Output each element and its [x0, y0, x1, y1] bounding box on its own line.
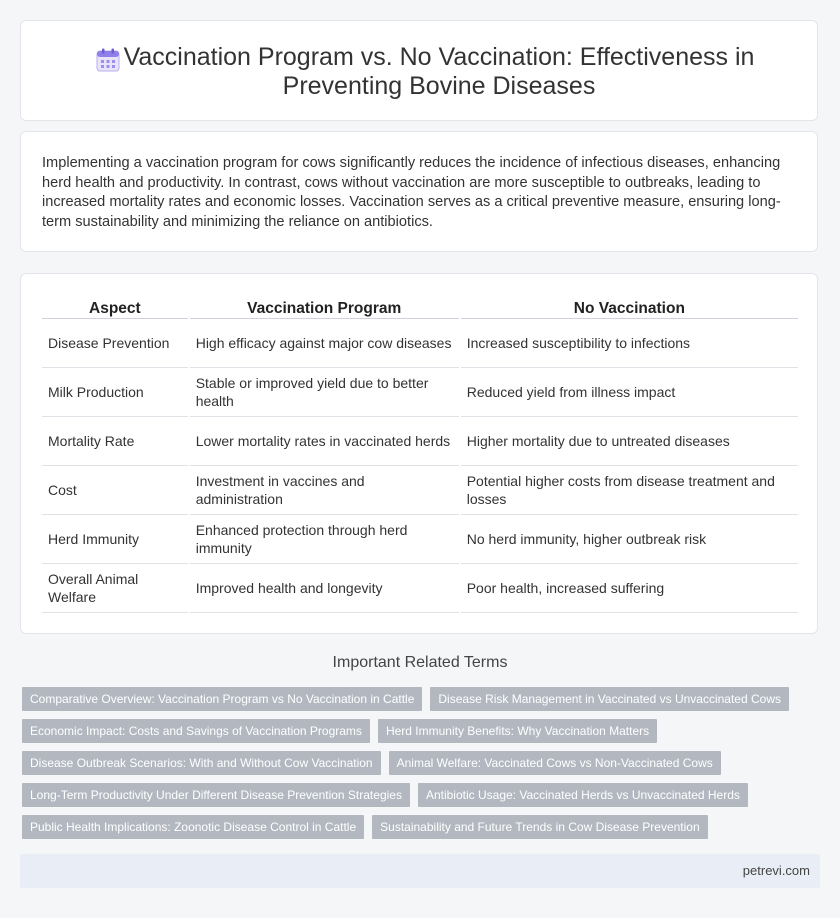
row-aspect: Overall Animal Welfare — [42, 564, 189, 613]
intro-card — [20, 131, 818, 252]
related-terms-heading: Important Related Terms — [332, 654, 508, 671]
table-row — [42, 319, 798, 368]
comparison-table — [42, 296, 798, 613]
comparison-table-card — [20, 273, 818, 634]
row-aspect: Mortality Rate — [42, 417, 189, 466]
header-vaccination-program: Vaccination Program — [189, 296, 460, 319]
table-row — [42, 417, 798, 466]
row-no-vaccination: No herd immunity, higher outbreak risk — [460, 515, 798, 564]
related-term-link[interactable]: Economic Impact: Costs and Savings of Vaccination Programs — [22, 719, 370, 743]
row-vaccination: Investment in vaccines and administration — [189, 466, 460, 515]
header-no-vaccination: No Vaccination — [460, 296, 798, 319]
related-term-link[interactable]: Antibiotic Usage: Vaccinated Herds vs Unvaccinated Herds — [418, 783, 748, 807]
related-term-link[interactable]: Public Health Implications: Zoonotic Disease Control in Cattle — [22, 815, 364, 839]
table-row — [42, 466, 798, 515]
row-aspect: Cost — [42, 466, 189, 515]
header-aspect: Aspect — [42, 296, 189, 319]
table-header-row — [42, 296, 798, 319]
intro-paragraph: Implementing a vaccination program for cows significantly reduces the incidence of infectious diseases, enhancing herd health and productivity. In contrast, cows without vaccination are more susceptible to outbreaks, leading to increased mortality rates and economic losses. Vaccination serves as a critical preventive measure, ensuring long-term sustainability and minimizing the reliance on antibiotics. — [42, 155, 781, 230]
table-row — [42, 368, 798, 417]
related-term-link[interactable]: Comparative Overview: Vaccination Program vs No Vaccination in Cattle — [22, 687, 422, 711]
footer-site-link[interactable]: petrevi.com — [742, 863, 810, 878]
related-terms-list — [22, 687, 802, 847]
row-no-vaccination: Poor health, increased suffering — [460, 564, 798, 613]
footer — [20, 854, 820, 888]
row-no-vaccination: Potential higher costs from disease treatment and losses — [460, 466, 798, 515]
row-vaccination: Improved health and longevity — [189, 564, 460, 613]
title-card — [20, 20, 818, 121]
row-no-vaccination: Reduced yield from illness impact — [460, 368, 798, 417]
row-vaccination: Enhanced protection through herd immunity — [189, 515, 460, 564]
related-term-link[interactable]: Herd Immunity Benefits: Why Vaccination Matters — [378, 719, 657, 743]
related-term-link[interactable]: Long-Term Productivity Under Different Disease Prevention Strategies — [22, 783, 410, 807]
row-aspect: Milk Production — [42, 368, 189, 417]
table-row — [42, 564, 798, 613]
related-term-link[interactable]: Sustainability and Future Trends in Cow Disease Prevention — [372, 815, 708, 839]
page-title: Vaccination Program vs. No Vaccination: Effectiveness in Preventing Bovine Diseases — [123, 43, 755, 100]
row-no-vaccination: Higher mortality due to untreated diseases — [460, 417, 798, 466]
row-vaccination: Stable or improved yield due to better health — [189, 368, 460, 417]
table-row — [42, 515, 798, 564]
related-term-link[interactable]: Disease Outbreak Scenarios: With and Without Cow Vaccination — [22, 751, 381, 775]
related-term-link[interactable]: Animal Welfare: Vaccinated Cows vs Non-Vaccinated Cows — [389, 751, 721, 775]
row-vaccination: Lower mortality rates in vaccinated herds — [189, 417, 460, 466]
row-no-vaccination: Increased susceptibility to infections — [460, 319, 798, 368]
row-aspect: Herd Immunity — [42, 515, 189, 564]
row-vaccination: High efficacy against major cow diseases — [189, 319, 460, 368]
row-aspect: Disease Prevention — [42, 319, 189, 368]
related-term-link[interactable]: Disease Risk Management in Vaccinated vs Unvaccinated Cows — [430, 687, 789, 711]
